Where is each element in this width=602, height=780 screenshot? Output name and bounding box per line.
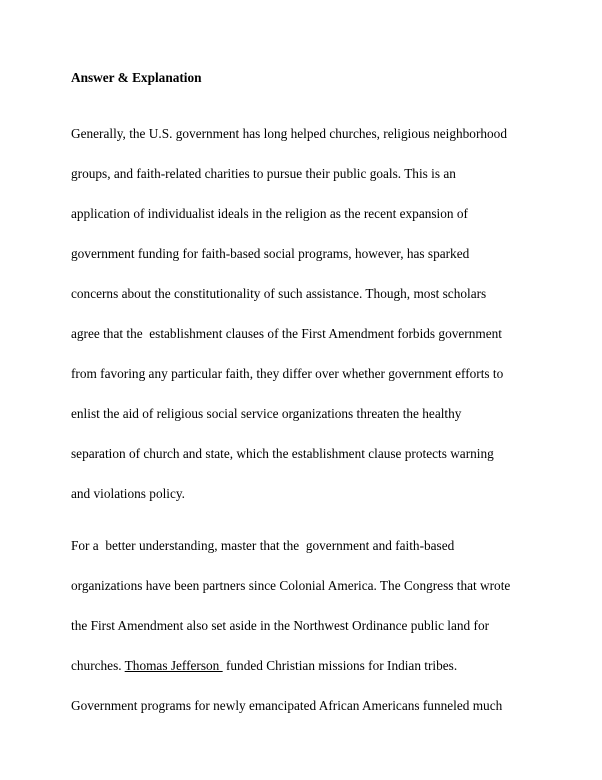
paragraph-line: application of individualist ideals in the religion as the recent expansion of bbox=[71, 206, 468, 221]
paragraph-line: from favoring any particular faith, they differ over whether government efforts to bbox=[71, 366, 504, 381]
section-heading: Answer & Explanation bbox=[71, 70, 202, 85]
paragraph-line: government funding for faith-based social programs, however, has sparked bbox=[71, 246, 470, 261]
paragraph-line: organizations have been partners since Colonial America. The Congress that wrote bbox=[71, 578, 511, 593]
paragraph-line: and violations policy. bbox=[71, 486, 185, 501]
paragraph-line: For a better understanding, master that the government and faith-based bbox=[71, 538, 455, 553]
line-text: funded Christian missions for Indian tribes. bbox=[222, 658, 458, 673]
paragraph-line: concerns about the constitutionality of such assistance. Though, most scholars bbox=[71, 286, 487, 301]
paragraph-line: Generally, the U.S. government has long helped churches, religious neighborhood bbox=[71, 126, 507, 141]
paragraph-line: enlist the aid of religious social service organizations threaten the healthy bbox=[71, 406, 462, 421]
paragraph-line: the First Amendment also set aside in the Northwest Ordinance public land for bbox=[71, 618, 490, 633]
thomas-jefferson-link[interactable]: Thomas Jefferson bbox=[124, 658, 223, 673]
paragraph-line bbox=[71, 658, 457, 674]
paragraph-line: agree that the establishment clauses of the First Amendment forbids government bbox=[71, 326, 502, 341]
paragraph-line: Government programs for newly emancipated African Americans funneled much bbox=[71, 698, 503, 713]
paragraph-line: separation of church and state, which the establishment clause protects warning bbox=[71, 446, 494, 461]
line-text: churches. bbox=[71, 658, 125, 673]
paragraph-line: groups, and faith-related charities to pursue their public goals. This is an bbox=[71, 166, 456, 181]
